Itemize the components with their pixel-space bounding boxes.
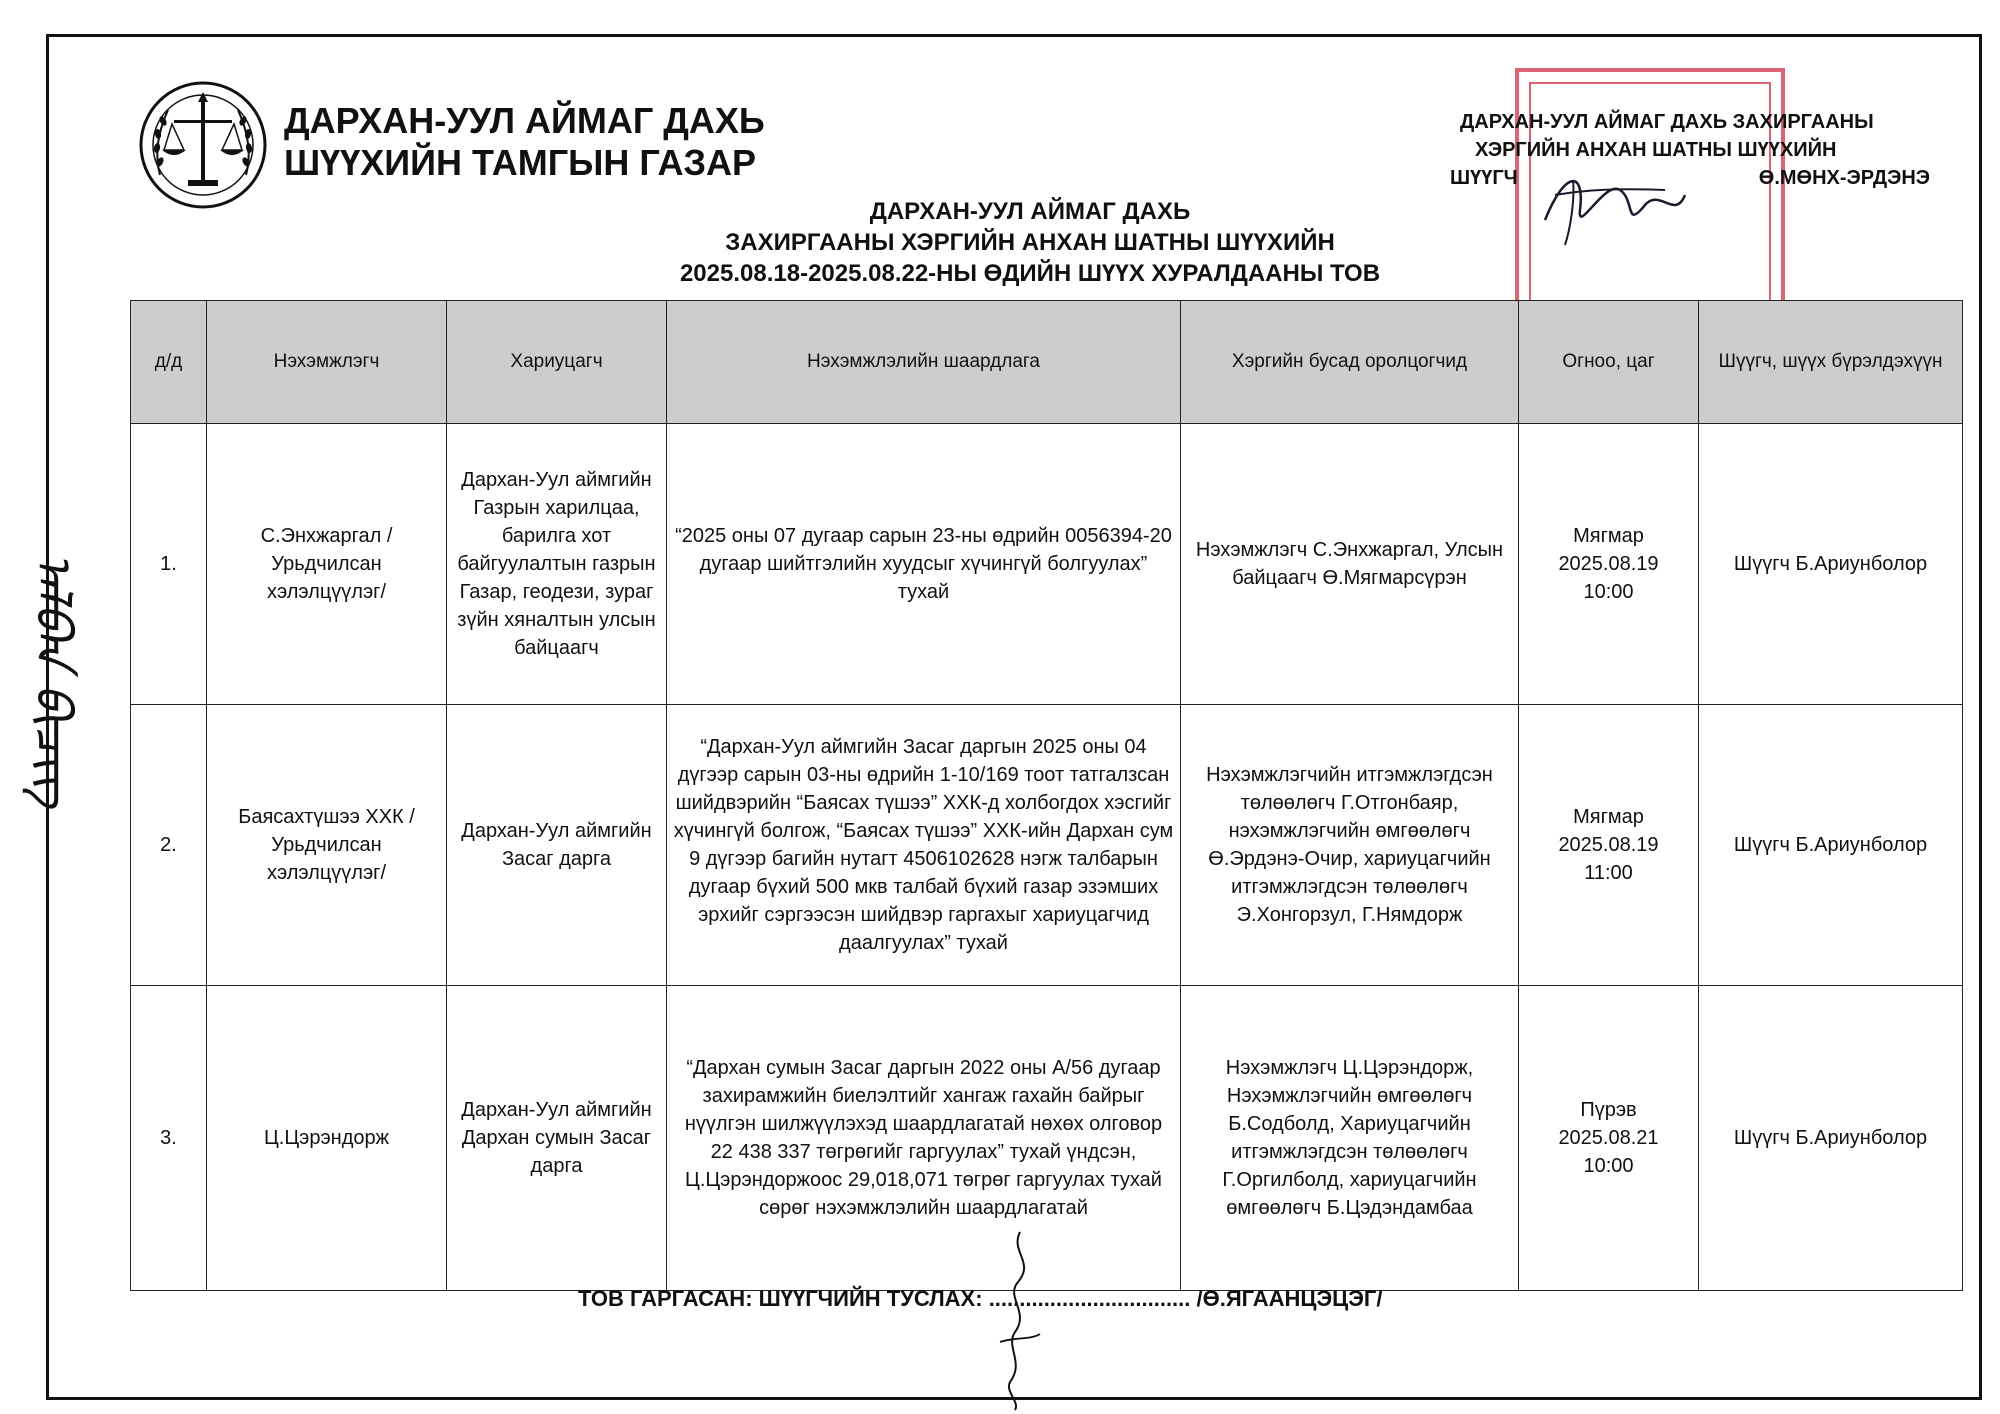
mongolian-script-margin-text bbox=[6, 210, 100, 1150]
other-participants-cell: Нэхэмжлэгч Ц.Цэрэндорж, Нэхэмжлэгчийн өмгөөлөгч Б.Содболд, Хариуцагчийн итгэмжлэгдсэн төлөөлөгч Г.Оргилболд, хариуцагчийн өмгөөлөгч Б.Цэдэндамбаа bbox=[1181, 986, 1519, 1291]
signature-dots: ................................. bbox=[988, 1286, 1191, 1311]
claim-cell: “Дархан сумын Засаг даргын 2022 оны А/56 дугаар захирамжийн биелэлтийг хангаж гахайн байрыг нүүлгэн шилжүүлэхэд шаардлагатай нөхөх олговор 22 438 337 төгрөгийг гаргуулах” тухай үндсэн, Ц.Цэрэндоржоос 29,018,071 төгрөг гаргуулах тухай сөрөг нэхэмжлэлийн шаардлагатай bbox=[667, 986, 1181, 1291]
hearing-time: 10:00 bbox=[1583, 581, 1634, 603]
header-plaintiff: Нэхэмжлэгч bbox=[207, 301, 447, 424]
hearing-time: 11:00 bbox=[1584, 862, 1633, 884]
datetime-cell bbox=[1519, 424, 1699, 705]
defendant-cell: Дархан-Уул аймгийн Газрын харилцаа, барилга хот байгуулалтын газрын Газар, геодези, зураг зүйн хяналтын улсын байцаагч bbox=[447, 424, 667, 705]
approval-line2: ХЭРГИЙН АНХАН ШАТНЫ ШҮҮХИЙН bbox=[1475, 139, 1837, 161]
mongolian-script-line: ᠠᠯᠪᠠᠨ ᠪᠢᠴᠢᠭ bbox=[24, 552, 82, 808]
hearing-date: 2025.08.19 bbox=[1558, 553, 1659, 575]
assistant-signature-icon bbox=[980, 1222, 1060, 1412]
plaintiff-cell: Баясахтүшээ ХХК /Урьдчилсан хэлэлцүүлэг/ bbox=[207, 705, 447, 986]
approval-role: ШҮҮГЧ bbox=[1450, 167, 1518, 189]
judge-cell: Шүүгч Б.Ариунболор bbox=[1699, 705, 1963, 986]
datetime-cell bbox=[1519, 986, 1699, 1291]
header-judge: Шүүгч, шүүх бүрэлдэхүүн bbox=[1699, 301, 1963, 424]
plaintiff-cell: Ц.Цэрэндорж bbox=[207, 986, 447, 1291]
hearing-day: Мягмар bbox=[1573, 525, 1644, 547]
title-line3: 2025.08.18-2025.08.22-НЫ ӨДИЙН ШҮҮХ ХУРАЛДААНЫ ТОВ bbox=[679, 260, 1381, 287]
approval-name: Ө.МӨНХ-ЭРДЭНЭ bbox=[1758, 167, 1930, 189]
other-participants-cell: Нэхэмжлэгч С.Энхжаргал, Улсын байцаагч Ө.Мягмарсүрэн bbox=[1181, 424, 1519, 705]
row-number: 2. bbox=[131, 705, 207, 986]
other-participants-cell: Нэхэмжлэгчийн итгэмжлэгдсэн төлөөлөгч Г.Отгонбаяр, нэхэмжлэгчийн өмгөөлөгч Ө.Эрдэнэ-Очир, хариуцагчийн итгэмжлэгдсэн төлөөлөгч Э.Хонгорзул, Г.Нямдорж bbox=[1181, 705, 1519, 986]
plaintiff-cell: С.Энхжаргал /Урьдчилсан хэлэлцүүлэг/ bbox=[207, 424, 447, 705]
header-other-participants: Хэргийн бусад оролцогчид bbox=[1181, 301, 1519, 424]
prepared-by-footer bbox=[578, 1286, 1382, 1312]
court-name-line2: ШҮҮХИЙН ТАМГЫН ГАЗАР bbox=[284, 142, 757, 183]
table-row bbox=[131, 705, 1963, 986]
prepared-by-name: /Ө.ЯГААНЦЭЦЭГ/ bbox=[1196, 1286, 1383, 1311]
header-datetime: Огноо, цаг bbox=[1519, 301, 1699, 424]
document-title bbox=[580, 196, 1480, 289]
hearing-day: Пүрэв bbox=[1580, 1099, 1637, 1121]
approval-line1: ДАРХАН-УУЛ АЙМАГ ДАХЬ ЗАХИРГААНЫ bbox=[1460, 111, 1874, 133]
datetime-cell bbox=[1519, 705, 1699, 986]
title-line2: ЗАХИРГААНЫ ХЭРГИЙН АНХАН ШАТНЫ ШҮҮХИЙН bbox=[725, 229, 1335, 256]
row-number: 1. bbox=[131, 424, 207, 705]
claim-cell: “Дархан-Уул аймгийн Засаг даргын 2025 оны 04 дүгээр сарын 03-ны өдрийн 1-10/169 тоот татгалзсан шийдвэрийн “Баясах түшээ” ХХК-д холбогдох хэсгийг хүчингүй болгож, “Баясах түшээ” ХХК-ийн Дархан сум 9 дүгээр багийн нутагт 4506102628 нэгж талбарын дугаар бүхий 500 мкв талбай бүхий газар эзэмших эрхийг сэргээсэн шийдвэр гаргахыг хариуцагчид даалгуулах” тухай bbox=[667, 705, 1181, 986]
hearing-day: Мягмар bbox=[1573, 806, 1644, 828]
judge-cell: Шүүгч Б.Ариунболор bbox=[1699, 424, 1963, 705]
hearing-date: 2025.08.19 bbox=[1558, 834, 1659, 856]
hearing-schedule-table bbox=[130, 300, 1963, 1291]
header-defendant: Хариуцагч bbox=[447, 301, 667, 424]
court-name-line1: ДАРХАН-УУЛ АЙМАГ ДАХЬ bbox=[284, 100, 765, 141]
judge-cell: Шүүгч Б.Ариунболор bbox=[1699, 986, 1963, 1291]
claim-cell: “2025 оны 07 дугаар сарын 23-ны өдрийн 0056394-20 дугаар шийтгэлийн хуудсыг хүчингүй болгуулах” тухай bbox=[667, 424, 1181, 705]
title-line1: ДАРХАН-УУЛ АЙМАГ ДАХЬ bbox=[869, 198, 1191, 225]
court-name bbox=[284, 100, 765, 184]
hearing-time: 10:00 bbox=[1583, 1155, 1634, 1177]
hearing-date: 2025.08.21 bbox=[1558, 1127, 1659, 1149]
header-claim: Нэхэмжлэлийн шаардлага bbox=[667, 301, 1181, 424]
header-no: д/д bbox=[131, 301, 207, 424]
defendant-cell: Дархан-Уул аймгийн Засаг дарга bbox=[447, 705, 667, 986]
prepared-by-label: ТОВ ГАРГАСАН: ШҮҮГЧИЙН ТУСЛАХ: bbox=[578, 1286, 983, 1311]
judge-signature-icon bbox=[1525, 160, 1705, 250]
defendant-cell: Дархан-Уул аймгийн Дархан сумын Засаг дарга bbox=[447, 986, 667, 1291]
row-number: 3. bbox=[131, 986, 207, 1291]
court-emblem-icon bbox=[138, 80, 268, 210]
table-header-row bbox=[131, 301, 1963, 424]
table-row bbox=[131, 424, 1963, 705]
